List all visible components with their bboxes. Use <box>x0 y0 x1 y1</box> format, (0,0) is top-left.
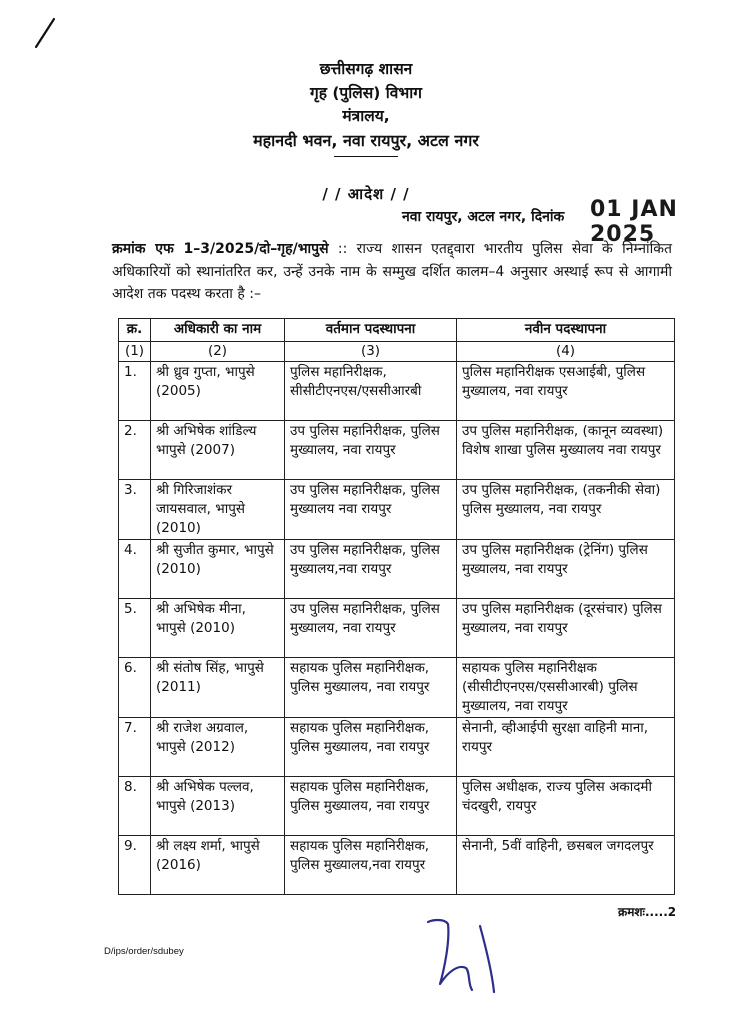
current-posting: पुलिस महानिरीक्षक, सीसीटीएनएस/एससीआरबी <box>285 362 457 421</box>
letterhead <box>0 58 732 157</box>
row-sno: 1. <box>119 362 151 421</box>
table-header-row <box>119 319 675 342</box>
current-posting: सहायक पुलिस महानिरीक्षक, पुलिस मुख्यालय, नवा रायपुर <box>285 658 457 718</box>
file-reference: D/ips/order/sdubey <box>104 946 184 957</box>
row-sno: 6. <box>119 658 151 718</box>
col-num-1: (1) <box>119 342 151 362</box>
current-posting: सहायक पुलिस महानिरीक्षक, पुलिस मुख्यालय, नवा रायपुर <box>285 718 457 777</box>
new-posting: सहायक पुलिस महानिरीक्षक (सीसीटीएनएस/एससीआरबी) पुलिस मुख्यालय, नवा रायपुर <box>457 658 675 718</box>
row-sno: 8. <box>119 777 151 836</box>
header-current-posting: वर्तमान पदस्थापना <box>285 319 457 342</box>
reference-number: क्रमांक एफ 1–3/2025/दो–गृह/भापुसे <box>112 241 329 257</box>
row-sno: 2. <box>119 421 151 480</box>
office-address: महानदी भवन, नवा रायपुर, अटल नगर <box>253 130 479 150</box>
row-sno: 4. <box>119 540 151 599</box>
current-posting: उप पुलिस महानिरीक्षक, पुलिस मुख्यालय नवा रायपुर <box>285 480 457 540</box>
officer-name: श्री संतोष सिंह, भापुसे (2011) <box>151 658 285 718</box>
officer-name: श्री लक्ष्य शर्मा, भापुसे (2016) <box>151 836 285 895</box>
order-paragraph <box>112 238 672 306</box>
table-row <box>119 836 675 895</box>
officer-name: श्री राजेश अग्रवाल, भापुसे (2012) <box>151 718 285 777</box>
officer-name: श्री अभिषेक मीना, भापुसे (2010) <box>151 599 285 658</box>
table-row <box>119 540 675 599</box>
order-title: / / आदेश / / <box>322 185 410 203</box>
department-name: गृह (पुलिस) विभाग <box>310 83 422 102</box>
current-posting: सहायक पुलिस महानिरीक्षक, पुलिस मुख्यालय,नवा रायपुर <box>285 836 457 895</box>
new-posting: सेनानी, व्हीआईपी सुरक्षा वाहिनी माना, रायपुर <box>457 718 675 777</box>
header-officer-name: अधिकारी का नाम <box>151 319 285 342</box>
continued-label: क्रमशः.....2 <box>618 905 677 919</box>
row-sno: 9. <box>119 836 151 895</box>
new-posting: सेनानी, 5वीं वाहिनी, छसबल जगदलपुर <box>457 836 675 895</box>
transfer-table <box>118 318 675 895</box>
officer-name: श्री गिरिजाशंकर जायसवाल, भापुसे (2010) <box>151 480 285 540</box>
ministry-name: मंत्रालय, <box>342 107 390 125</box>
new-posting: उप पुलिस महानिरीक्षक (ट्रेनिंग) पुलिस मुख्यालय, नवा रायपुर <box>457 540 675 599</box>
table-row <box>119 777 675 836</box>
current-posting: सहायक पुलिस महानिरीक्षक, पुलिस मुख्यालय, नवा रायपुर <box>285 777 457 836</box>
officer-name: श्री सुजीत कुमार, भापुसे (2010) <box>151 540 285 599</box>
new-posting: उप पुलिस महानिरीक्षक (दूरसंचार) पुलिस मुख्यालय, नवा रायपुर <box>457 599 675 658</box>
new-posting: पुलिस महानिरीक्षक एसआईबी, पुलिस मुख्यालय, नवा रायपुर <box>457 362 675 421</box>
table-row <box>119 421 675 480</box>
govt-name: छत्तीसगढ़ शासन <box>319 60 413 78</box>
new-posting: उप पुलिस महानिरीक्षक, (कानून व्यवस्था) विशेष शाखा पुलिस मुख्यालय नवा रायपुर <box>457 421 675 480</box>
date-stamp: 01 JAN 2025 <box>590 197 678 247</box>
pen-stroke-mark <box>30 16 60 52</box>
officer-name: श्री अभिषेक शांडिल्य भापुसे (2007) <box>151 421 285 480</box>
current-posting: उप पुलिस महानिरीक्षक, पुलिस मुख्यालय,नवा रायपुर <box>285 540 457 599</box>
officer-name: श्री अभिषेक पल्लव, भापुसे (2013) <box>151 777 285 836</box>
table-row <box>119 362 675 421</box>
new-posting: पुलिस अधीक्षक, राज्य पुलिस अकादमी चंदखुरी, रायपुर <box>457 777 675 836</box>
place-date-label: नवा रायपुर, अटल नगर, दिनांक <box>402 209 565 225</box>
col-num-3: (3) <box>285 342 457 362</box>
table-row <box>119 658 675 718</box>
table-row <box>119 599 675 658</box>
header-sno: क्र. <box>119 319 151 342</box>
header-divider <box>334 156 398 157</box>
order-intro-text: :: राज्य शासन एतद्द्वारा भारतीय पुलिस सेवा के निम्नांकित अधिकारियों को स्थानांतरित कर, उन्हें उनके नाम के सम्मुख दर्शित कालम–4 अनुसार अस्थाई रूप से आगामी आदेश तक पदस्थ करता है :– <box>112 241 672 302</box>
new-posting: उप पुलिस महानिरीक्षक, (तकनीकी सेवा) पुलिस मुख्यालय, नवा रायपुर <box>457 480 675 540</box>
column-number-row <box>119 342 675 362</box>
row-sno: 7. <box>119 718 151 777</box>
current-posting: उप पुलिस महानिरीक्षक, पुलिस मुख्यालय, नवा रायपुर <box>285 599 457 658</box>
table-row <box>119 480 675 540</box>
col-num-2: (2) <box>151 342 285 362</box>
header-new-posting: नवीन पदस्थापना <box>457 319 675 342</box>
officer-name: श्री ध्रुव गुप्ता, भापुसे (2005) <box>151 362 285 421</box>
row-sno: 3. <box>119 480 151 540</box>
col-num-4: (4) <box>457 342 675 362</box>
current-posting: उप पुलिस महानिरीक्षक, पुलिस मुख्यालय, नवा रायपुर <box>285 421 457 480</box>
table-row <box>119 718 675 777</box>
signature <box>418 912 518 998</box>
row-sno: 5. <box>119 599 151 658</box>
